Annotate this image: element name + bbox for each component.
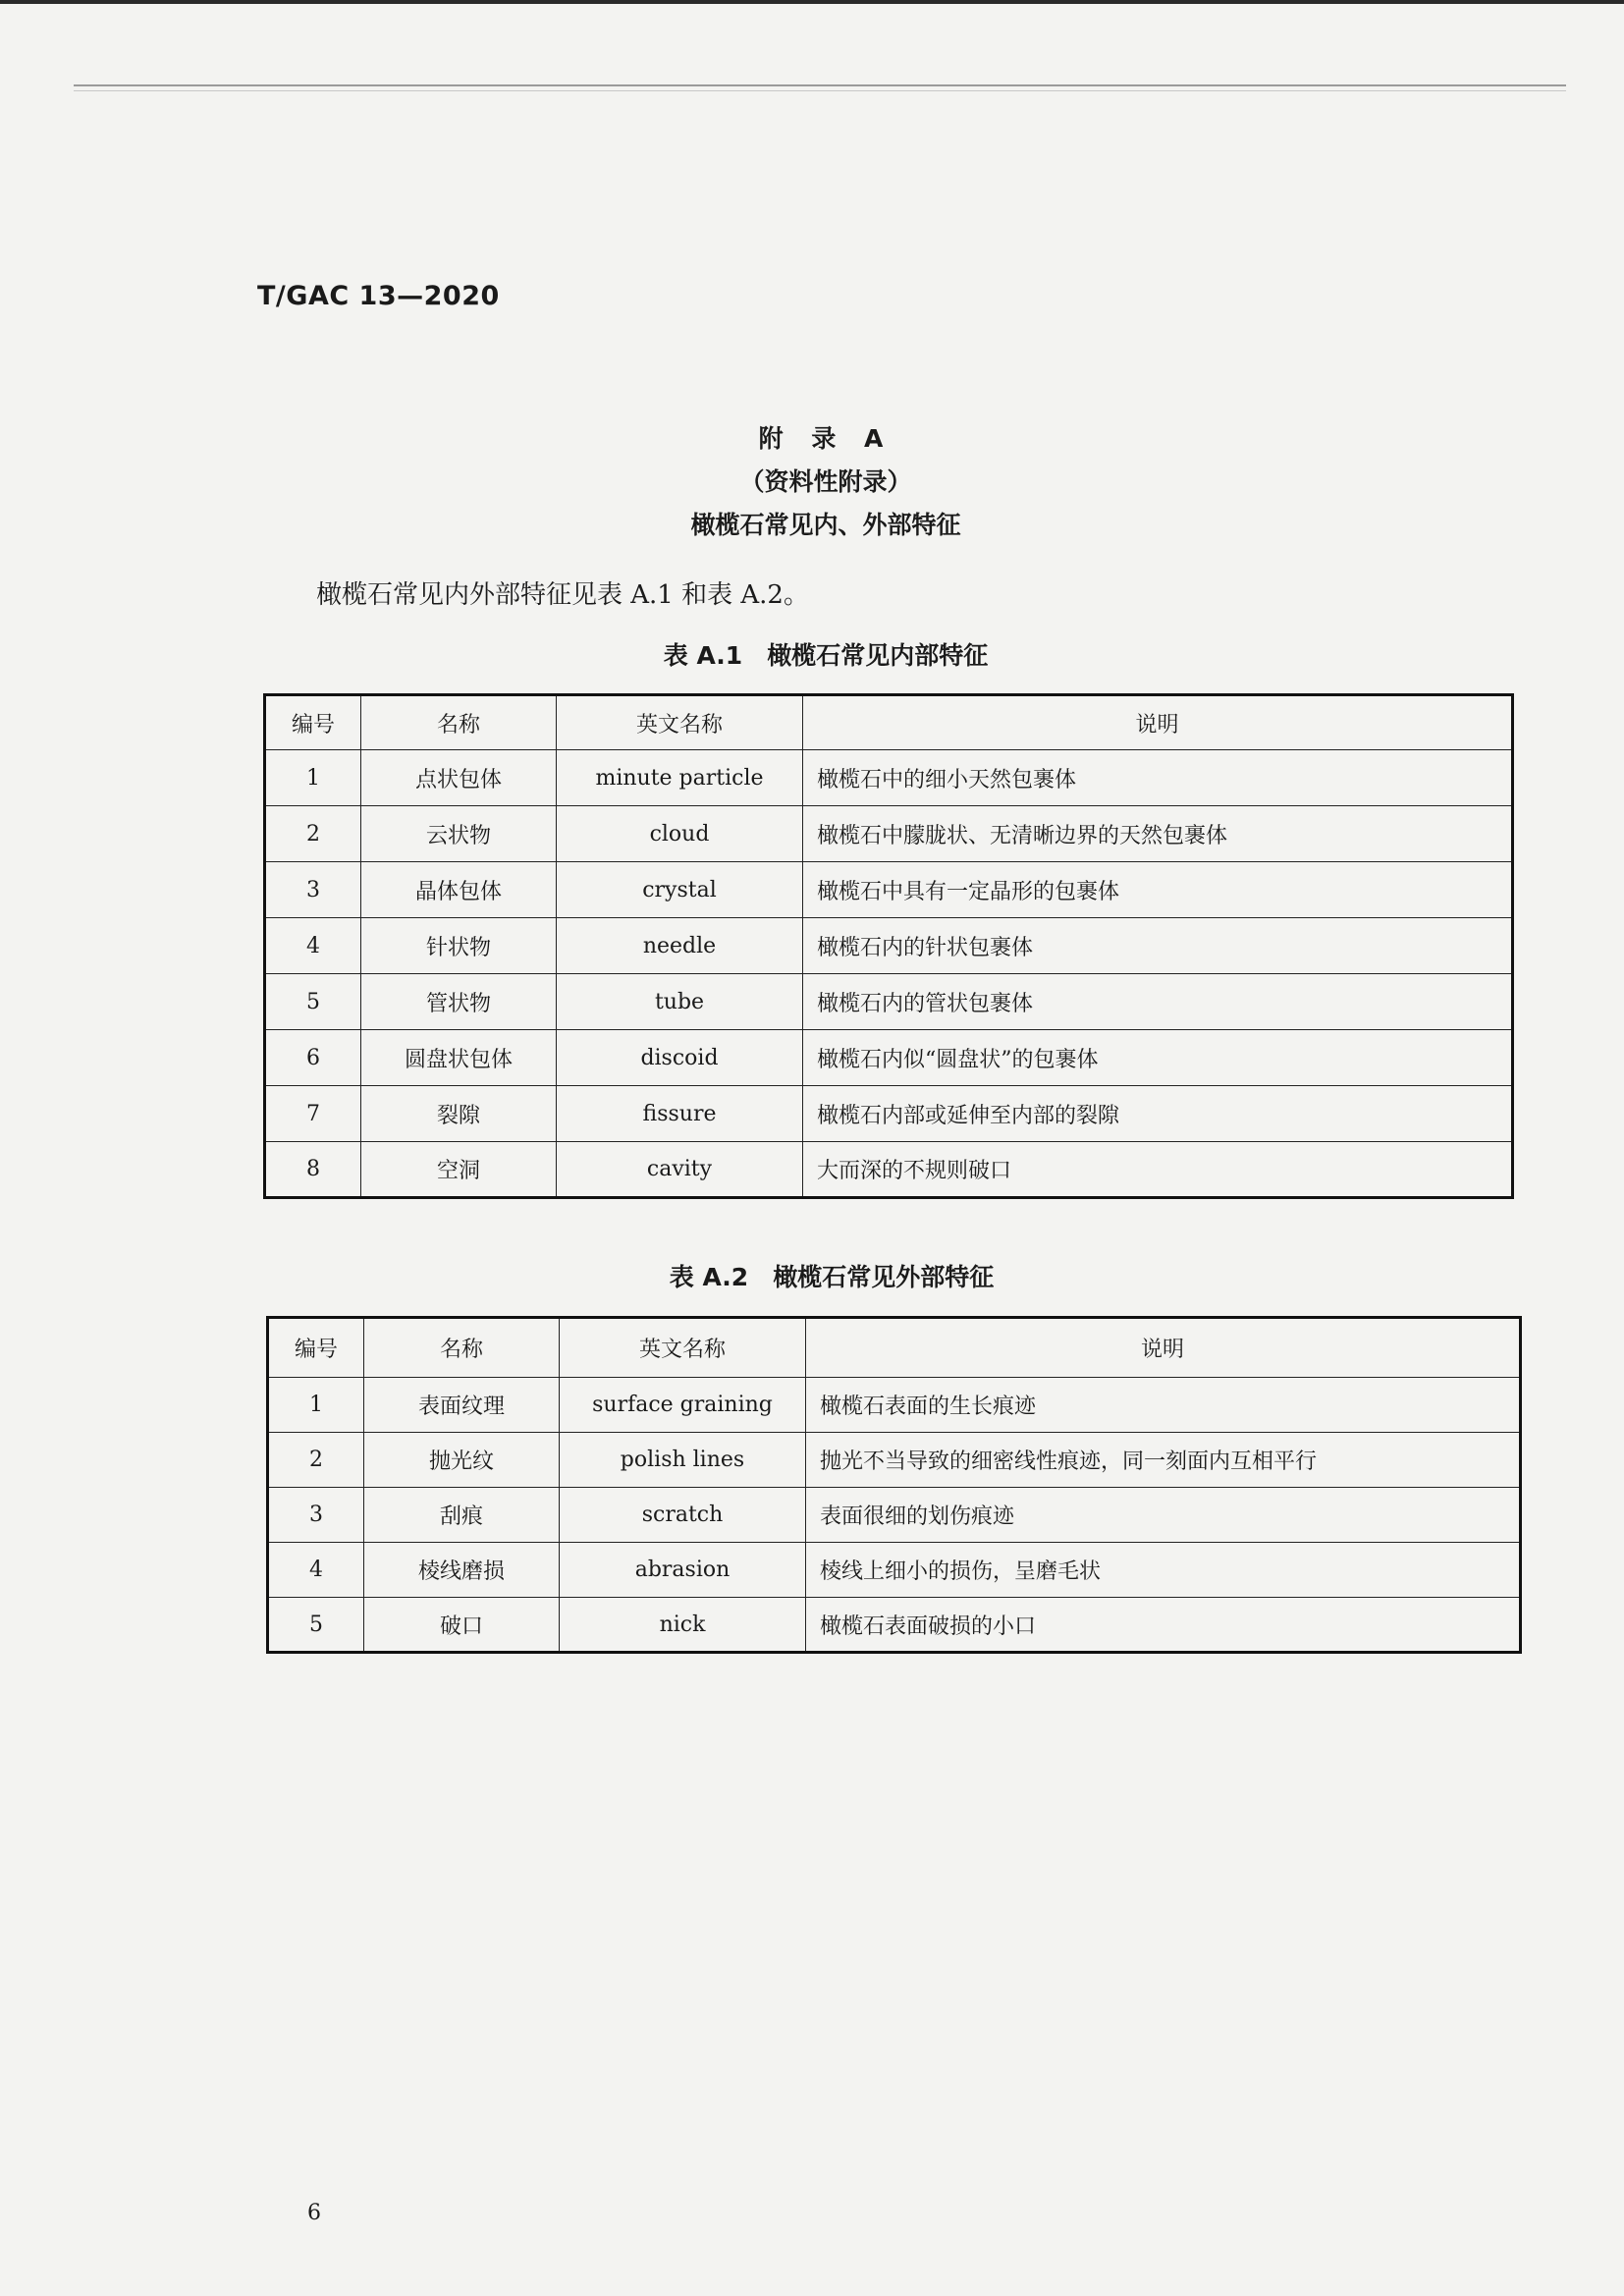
appendix-name: 橄榄石常见内、外部特征 <box>690 511 961 539</box>
page-number: 6 <box>307 2201 321 2225</box>
table-row <box>265 1142 1513 1198</box>
cell-number: 3 <box>268 1488 364 1543</box>
table-header-row <box>265 695 1513 750</box>
cell-description: 橄榄石表面的生长痕迹 <box>806 1378 1521 1433</box>
cell-name: 表面纹理 <box>364 1378 560 1433</box>
cell-description: 橄榄石中具有一定晶形的包裹体 <box>803 862 1513 918</box>
cell-description: 表面很细的划伤痕迹 <box>806 1488 1521 1543</box>
cell-english-name: cloud <box>557 806 803 862</box>
cell-number: 5 <box>265 974 361 1030</box>
cell-number: 6 <box>265 1030 361 1086</box>
cell-description: 抛光不当导致的细密线性痕迹，同一刻面内互相平行 <box>806 1433 1521 1488</box>
table-row <box>265 1086 1513 1142</box>
table-a1 <box>263 693 1514 1199</box>
table-a2-caption: 表 A.2 橄榄石常见外部特征 <box>669 1263 995 1291</box>
table-row <box>265 862 1513 918</box>
cell-english-name: nick <box>560 1598 806 1653</box>
table-row <box>265 750 1513 806</box>
cell-number: 1 <box>268 1378 364 1433</box>
intro-paragraph: 橄榄石常见内外部特征见表 A.1 和表 A.2。 <box>316 580 809 610</box>
cell-name: 晶体包体 <box>361 862 557 918</box>
cell-number: 7 <box>265 1086 361 1142</box>
header-cell-number: 编号 <box>265 695 361 750</box>
cell-number: 8 <box>265 1142 361 1198</box>
cell-english-name: fissure <box>557 1086 803 1142</box>
table-row <box>268 1598 1521 1653</box>
cell-english-name: polish lines <box>560 1433 806 1488</box>
cell-name: 抛光纹 <box>364 1433 560 1488</box>
cell-number: 5 <box>268 1598 364 1653</box>
cell-name: 针状物 <box>361 918 557 974</box>
cell-english-name: discoid <box>557 1030 803 1086</box>
header-cell-name: 名称 <box>364 1318 560 1378</box>
cell-english-name: needle <box>557 918 803 974</box>
cell-name: 棱线磨损 <box>364 1543 560 1598</box>
table-header-row <box>268 1318 1521 1378</box>
table-a1-caption: 表 A.1 橄榄石常见内部特征 <box>663 641 989 670</box>
cell-name: 裂隙 <box>361 1086 557 1142</box>
document-number: T/GAC 13—2020 <box>257 281 500 311</box>
table-row <box>265 806 1513 862</box>
header-cell-name: 名称 <box>361 695 557 750</box>
cell-number: 1 <box>265 750 361 806</box>
header-cell-english-name: 英文名称 <box>557 695 803 750</box>
cell-name: 管状物 <box>361 974 557 1030</box>
cell-description: 橄榄石中朦胧状、无清晰边界的天然包裹体 <box>803 806 1513 862</box>
table-row <box>265 918 1513 974</box>
cell-number: 3 <box>265 862 361 918</box>
cell-description: 橄榄石表面破损的小口 <box>806 1598 1521 1653</box>
cell-description: 橄榄石内的管状包裹体 <box>803 974 1513 1030</box>
table-row <box>268 1378 1521 1433</box>
cell-name: 刮痕 <box>364 1488 560 1543</box>
header-cell-description: 说明 <box>803 695 1513 750</box>
cell-description: 棱线上细小的损伤，呈磨毛状 <box>806 1543 1521 1598</box>
cell-name: 空洞 <box>361 1142 557 1198</box>
cell-number: 2 <box>265 806 361 862</box>
table-row <box>268 1433 1521 1488</box>
cell-english-name: abrasion <box>560 1543 806 1598</box>
cell-number: 4 <box>268 1543 364 1598</box>
cell-name: 云状物 <box>361 806 557 862</box>
cell-english-name: surface graining <box>560 1378 806 1433</box>
table-a2 <box>266 1316 1522 1654</box>
appendix-title: 附 录 A <box>758 424 893 453</box>
cell-number: 4 <box>265 918 361 974</box>
header-rule-secondary <box>74 90 1566 91</box>
cell-description: 橄榄石内的针状包裹体 <box>803 918 1513 974</box>
table-row <box>265 1030 1513 1086</box>
cell-english-name: tube <box>557 974 803 1030</box>
cell-description: 大而深的不规则破口 <box>803 1142 1513 1198</box>
header-rule <box>74 84 1566 86</box>
cell-english-name: scratch <box>560 1488 806 1543</box>
cell-english-name: cavity <box>557 1142 803 1198</box>
table-row <box>265 974 1513 1030</box>
cell-description: 橄榄石内似“圆盘状”的包裹体 <box>803 1030 1513 1086</box>
cell-name: 圆盘状包体 <box>361 1030 557 1086</box>
cell-english-name: minute particle <box>557 750 803 806</box>
table-row <box>268 1488 1521 1543</box>
header-cell-number: 编号 <box>268 1318 364 1378</box>
scan-top-edge <box>0 0 1624 4</box>
header-cell-english-name: 英文名称 <box>560 1318 806 1378</box>
cell-description: 橄榄石中的细小天然包裹体 <box>803 750 1513 806</box>
cell-name: 点状包体 <box>361 750 557 806</box>
cell-description: 橄榄石内部或延伸至内部的裂隙 <box>803 1086 1513 1142</box>
cell-number: 2 <box>268 1433 364 1488</box>
appendix-type: （资料性附录） <box>739 467 912 496</box>
table-row <box>268 1543 1521 1598</box>
header-cell-description: 说明 <box>806 1318 1521 1378</box>
cell-english-name: crystal <box>557 862 803 918</box>
cell-name: 破口 <box>364 1598 560 1653</box>
